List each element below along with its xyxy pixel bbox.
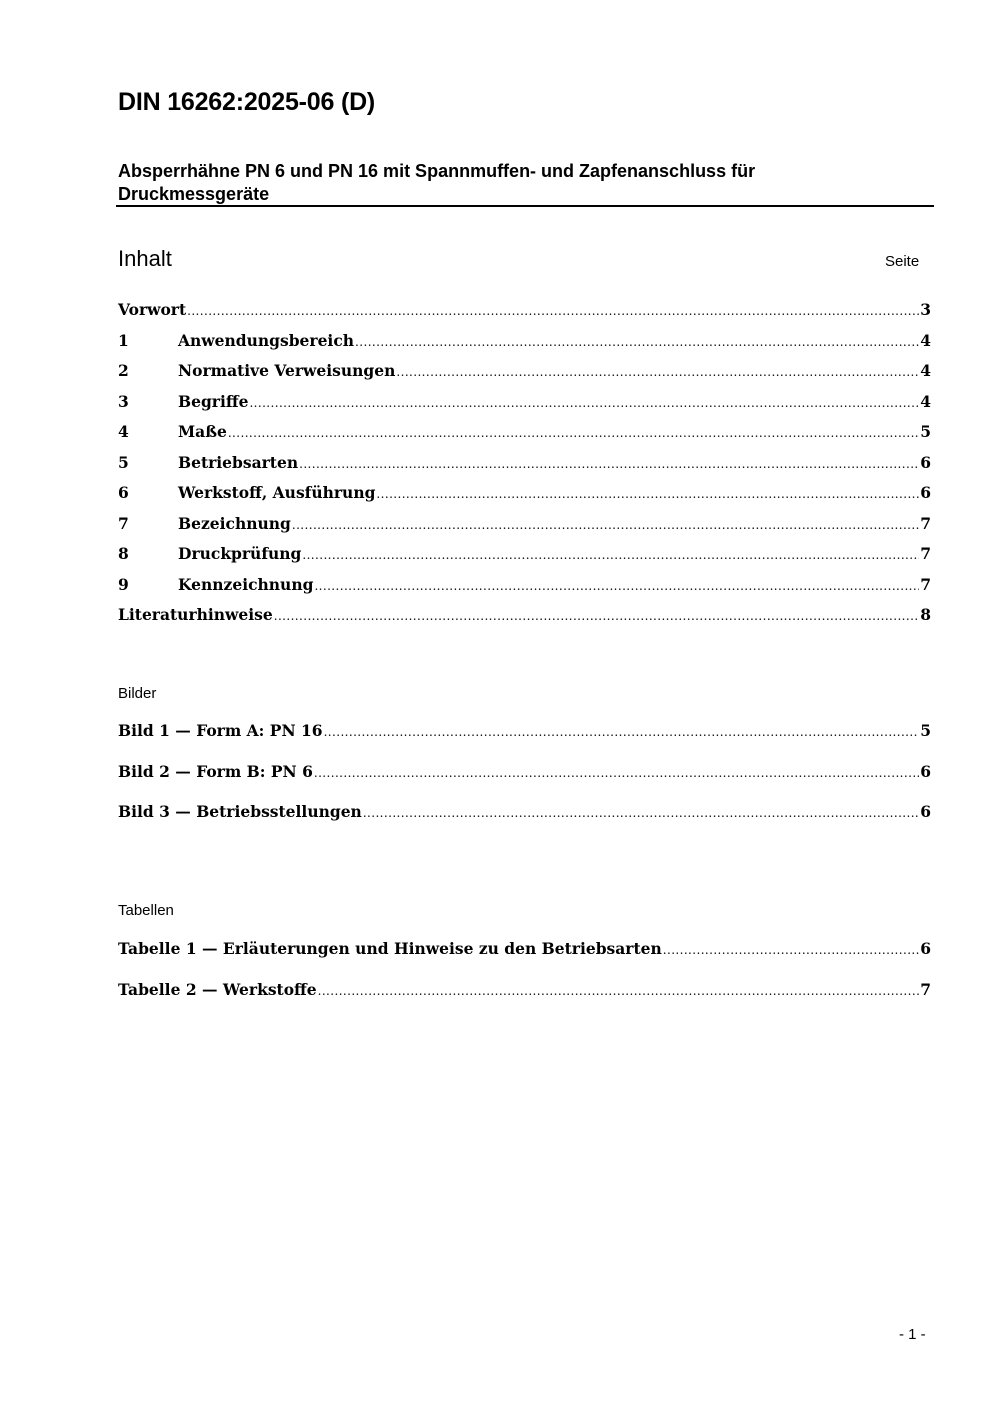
toc-entry-literaturhinweise[interactable] [118, 605, 931, 627]
toc-entry-text: Werkstoff, Ausführung [178, 483, 376, 502]
toc-entry-text: Bezeichnung [178, 513, 291, 533]
toc-entry-4[interactable] [118, 422, 931, 444]
toc-dot-leader [299, 457, 919, 471]
toc-entry-number: 3 [118, 391, 129, 411]
toc-entry-page: 8 [920, 605, 931, 624]
figure-entry-2[interactable] [118, 762, 931, 784]
figure-entry-1[interactable] [118, 721, 931, 743]
figures-heading: Bilder [118, 685, 157, 702]
title-divider [116, 205, 934, 207]
toc-entry-page: 6 [920, 452, 931, 472]
toc-entry-number: 4 [118, 422, 129, 441]
figure-entry-page: 6 [920, 761, 931, 781]
tables-heading: Tabellen [118, 902, 174, 919]
figure-entry-text: Bild 1 — Form A: PN 16 [118, 721, 323, 740]
toc-dot-leader [302, 548, 919, 562]
toc-dot-leader [355, 335, 919, 349]
figure-entry-text: Bild 3 — Betriebsstellungen [118, 802, 362, 821]
toc-entry-7[interactable] [118, 514, 931, 536]
document-title: Absperrhähne PN 6 und PN 16 mit Spannmuffen- und Zapfenanschluss für Druckmessgeräte [118, 161, 756, 204]
toc-entry-text: Vorwort [118, 300, 187, 319]
toc-dot-leader [318, 984, 920, 998]
toc-dot-leader [324, 725, 920, 739]
toc-entry-page: 7 [920, 574, 931, 594]
toc-entry-number: 7 [118, 513, 129, 533]
figure-entry-page: 5 [920, 721, 931, 740]
toc-dot-leader [663, 943, 919, 957]
toc-dot-leader [314, 766, 919, 780]
toc-entry-3[interactable] [118, 392, 931, 414]
toc-entry-text: Maße [178, 422, 227, 441]
toc-entry-page: 4 [920, 361, 931, 380]
toc-dot-leader [314, 579, 919, 593]
toc-entry-page: 4 [920, 330, 931, 350]
toc-dot-leader [274, 609, 919, 623]
table-entry-1[interactable] [118, 939, 931, 961]
toc-entry-number: 5 [118, 452, 129, 472]
toc-dot-leader [396, 365, 919, 379]
toc-entry-text: Kennzeichnung [178, 574, 314, 594]
toc-entry-text: Literaturhinweise [118, 605, 273, 624]
toc-entry-page: 7 [920, 513, 931, 533]
toc-entry-number: 9 [118, 574, 129, 594]
toc-entry-vorwort[interactable] [118, 300, 931, 322]
toc-heading: Inhalt [118, 246, 172, 271]
toc-entry-5[interactable] [118, 453, 931, 475]
table-entry-page: 7 [920, 979, 931, 999]
toc-entry-text: Druckprüfung [178, 544, 302, 563]
toc-entry-page: 6 [920, 483, 931, 502]
figure-entry-text: Bild 2 — Form B: PN 6 [118, 761, 313, 781]
toc-entry-text: Betriebsarten [178, 452, 299, 472]
toc-entry-9[interactable] [118, 575, 931, 597]
toc-entry-1[interactable] [118, 331, 931, 353]
toc-entry-page: 3 [920, 300, 931, 319]
toc-entry-page: 5 [920, 422, 931, 441]
toc-entry-text: Anwendungsbereich [178, 330, 355, 350]
toc-dot-leader [292, 518, 919, 532]
figure-entry-page: 6 [920, 802, 931, 821]
toc-entry-number: 6 [118, 483, 129, 502]
toc-dot-leader [249, 396, 919, 410]
toc-entry-number: 2 [118, 361, 129, 380]
toc-entry-page: 7 [920, 544, 931, 563]
toc-dot-leader [376, 487, 919, 501]
table-entry-text: Tabelle 2 — Werkstoffe [118, 979, 317, 999]
toc-entry-number: 1 [118, 330, 129, 350]
page-column-label: Seite [885, 253, 920, 270]
toc-entry-6[interactable] [118, 483, 931, 505]
toc-entry-page: 4 [920, 391, 931, 411]
toc-dot-leader [228, 426, 919, 440]
toc-dot-leader [187, 304, 919, 318]
toc-entry-number: 8 [118, 544, 129, 563]
toc-entry-text: Begriffe [178, 391, 249, 411]
toc-dot-leader [363, 806, 919, 820]
toc-entry-2[interactable] [118, 361, 931, 383]
table-entry-text: Tabelle 1 — Erläuterungen und Hinweise zu den Betriebsarten [118, 939, 662, 958]
toc-entry-text: Normative Verweisungen [178, 361, 396, 380]
page-number: - 1 - [899, 1326, 926, 1343]
table-entry-2[interactable] [118, 980, 931, 1002]
toc-entry-8[interactable] [118, 544, 931, 566]
figure-entry-3[interactable] [118, 802, 931, 824]
table-entry-page: 6 [920, 939, 931, 958]
document-id: DIN 16262:2025-06 (D) [118, 88, 376, 116]
